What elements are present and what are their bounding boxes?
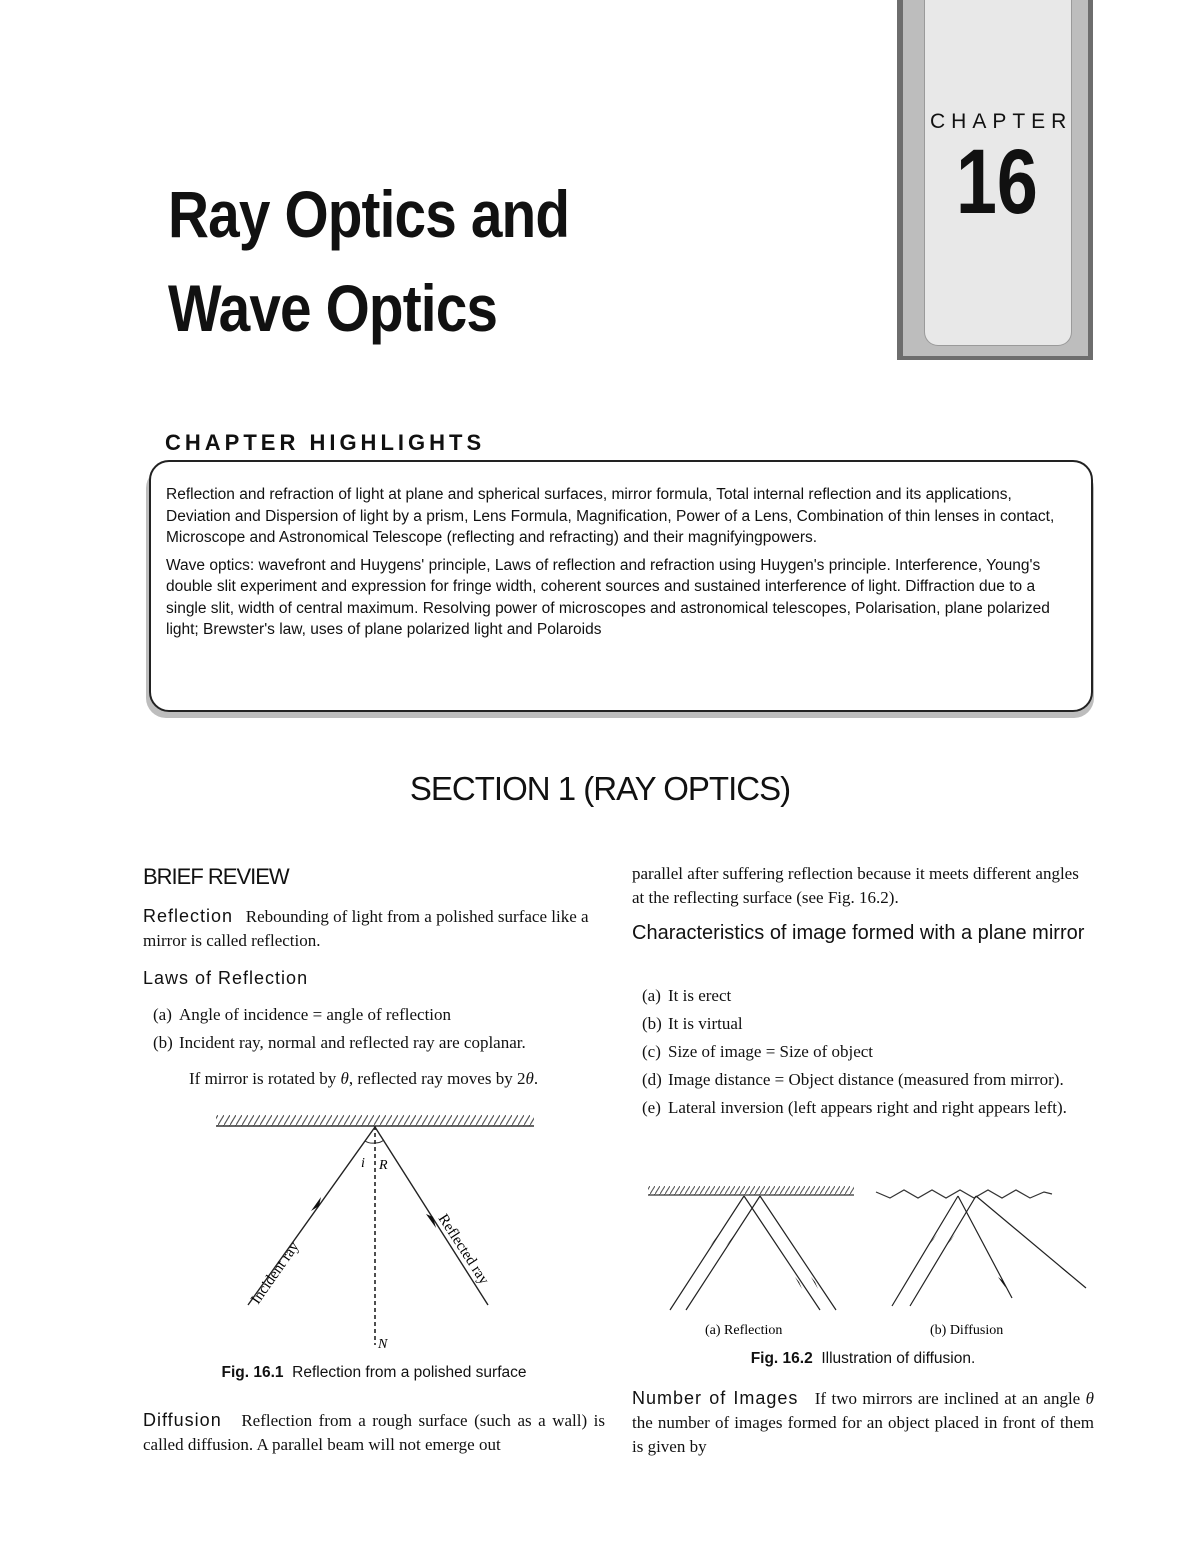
images-text: If two mirrors are inclined at an angle [814,1389,1086,1408]
characteristics-heading: Characteristics of image formed with a plane mirror [632,922,1085,944]
fig-16-2-diagram [640,1178,1100,1343]
arrow [726,1234,735,1246]
section-title: SECTION 1 (RAY OPTICS) [409,770,791,807]
list-marker: (a) [642,986,661,1005]
incident-ray-a2 [686,1196,760,1310]
reflected-ray-a2 [760,1196,836,1310]
list-item [632,984,1094,1008]
list-item [632,1040,1094,1064]
list-marker: (b) [153,1033,173,1052]
list-text: Size of image = Size of object [668,1042,874,1061]
rough-surface [876,1190,1052,1198]
chapter-title [168,168,569,355]
note-part: If mirror is rotated by [189,1069,341,1088]
reflected-ray-line [375,1127,488,1305]
list-item [143,1031,605,1055]
diffusion-heading: Diffusion [143,1410,222,1430]
list-item [632,1012,1094,1036]
reflected-ray-b1 [958,1196,1012,1298]
laws-list [143,1003,605,1059]
diffusion-paragraph [143,1408,605,1457]
list-text: Incident ray, normal and reflected ray are coplanar. [179,1033,526,1052]
mirror-hatching [216,1115,534,1126]
list-marker: (e) [642,1098,661,1117]
highlights-heading: CHAPTER HIGHLIGHTS [165,430,486,455]
list-text: Lateral inversion (left appears right and right appears left). [668,1098,1067,1117]
list-text: It is virtual [668,1014,743,1033]
theta-symbol: θ [340,1069,349,1088]
reflected-ray-label: Reflected ray [434,1211,492,1288]
mirror-rotation-note [189,1067,609,1091]
fig-16-1-diagram [200,1105,550,1355]
chapter-title-line1: Ray Optics and [168,177,570,251]
list-marker: (d) [642,1070,662,1089]
theta-symbol: θ [525,1069,534,1088]
caption-text: Reflection from a polished surface [292,1364,527,1381]
highlights-para-2: Wave optics: wavefront and Huygens' principle, Laws of reflection and refraction using Huygen's principle. Interference, Young's double slit experiment and expression for fringe width, coherent sources and sustained interference of light. Diffraction due to a single slit, width of central maximum. Resolving power of microscopes and astronomical telescopes, Polarisation, plane polarized light; Brewster's law, uses of plane polarized light and Polaroids [166,556,1050,638]
diffusion-continued: parallel after suffering reflection because it meets different angles at the reflecting surface (see Fig. 16.2). [632,864,1079,907]
reflection-heading: Reflection [143,906,234,926]
list-item [143,1003,605,1027]
list-marker: (c) [642,1042,661,1061]
characteristics-list [632,984,1094,1124]
fig-16-1-caption [143,1364,605,1382]
fig-16-2-sublabel-a: (a) Reflection [705,1323,783,1338]
reflection-text: Rebounding of light from a polished surface like a mirror is called reflection. [143,907,589,950]
diffusion-text: Reflection from a rough surface (such as a wall) is called diffusion. A parallel beam will not emerge out [143,1411,605,1454]
caption-number: Fig. 16.1 [221,1364,284,1381]
arrow [710,1234,719,1246]
list-item [632,1068,1094,1092]
brief-review-heading: BRIEF REVIEW [143,864,289,889]
chapter-number: 16 [956,131,1038,233]
number-of-images-paragraph [632,1386,1094,1459]
angle-r-label: R [379,1158,388,1173]
highlights-text [166,484,1076,647]
list-marker: (a) [153,1005,172,1024]
caption-number: Fig. 16.2 [750,1350,813,1367]
highlights-para-1: Reflection and refraction of light at plane and spherical surfaces, mirror formula, Total internal reflection and its applications, Deviation and Dispersion of light by a prism, Lens Formula, Magnification, Power of a Lens, Combination of thin lenses in contact, Microscope and Astronomical Telescope (reflecting and refracting) and their magnifyingpowers. [166,486,1055,546]
caption-text: Illustration of diffusion. [821,1350,976,1367]
list-text: It is erect [668,986,732,1005]
fig-16-2-caption [632,1350,1094,1368]
theta-symbol: θ [1085,1389,1095,1408]
note-part: . [533,1069,539,1088]
list-text: Angle of incidence = angle of reflection [179,1005,452,1024]
incident-ray-b1 [892,1196,958,1306]
chapter-label: CHAPTER [930,110,1073,133]
number-of-images-heading: Number of Images [632,1388,799,1408]
angle-i-arc [365,1141,375,1143]
fig-16-2-sublabel-b: (b) Diffusion [930,1323,1004,1338]
note-part: , reflected ray moves by 2 [348,1069,526,1088]
reflected-ray-a1 [744,1196,820,1310]
mirror-hatching [648,1186,854,1195]
angle-i-label: i [361,1156,365,1171]
reflection-paragraph [143,904,605,953]
images-text: the number of images formed for an object placed in front of them is given by [632,1413,1094,1456]
incident-ray-a1 [670,1196,744,1310]
incident-ray-label: Incident ray [248,1239,303,1308]
list-item [632,1096,1094,1120]
chapter-title-line2: Wave Optics [168,270,498,345]
angle-r-arc [375,1140,384,1143]
reflected-ray-b2 [976,1196,1086,1288]
normal-label: N [378,1337,388,1352]
list-marker: (b) [642,1014,662,1033]
laws-heading: Laws of Reflection [143,968,309,988]
list-text: Image distance = Object distance (measured from mirror). [668,1070,1064,1089]
